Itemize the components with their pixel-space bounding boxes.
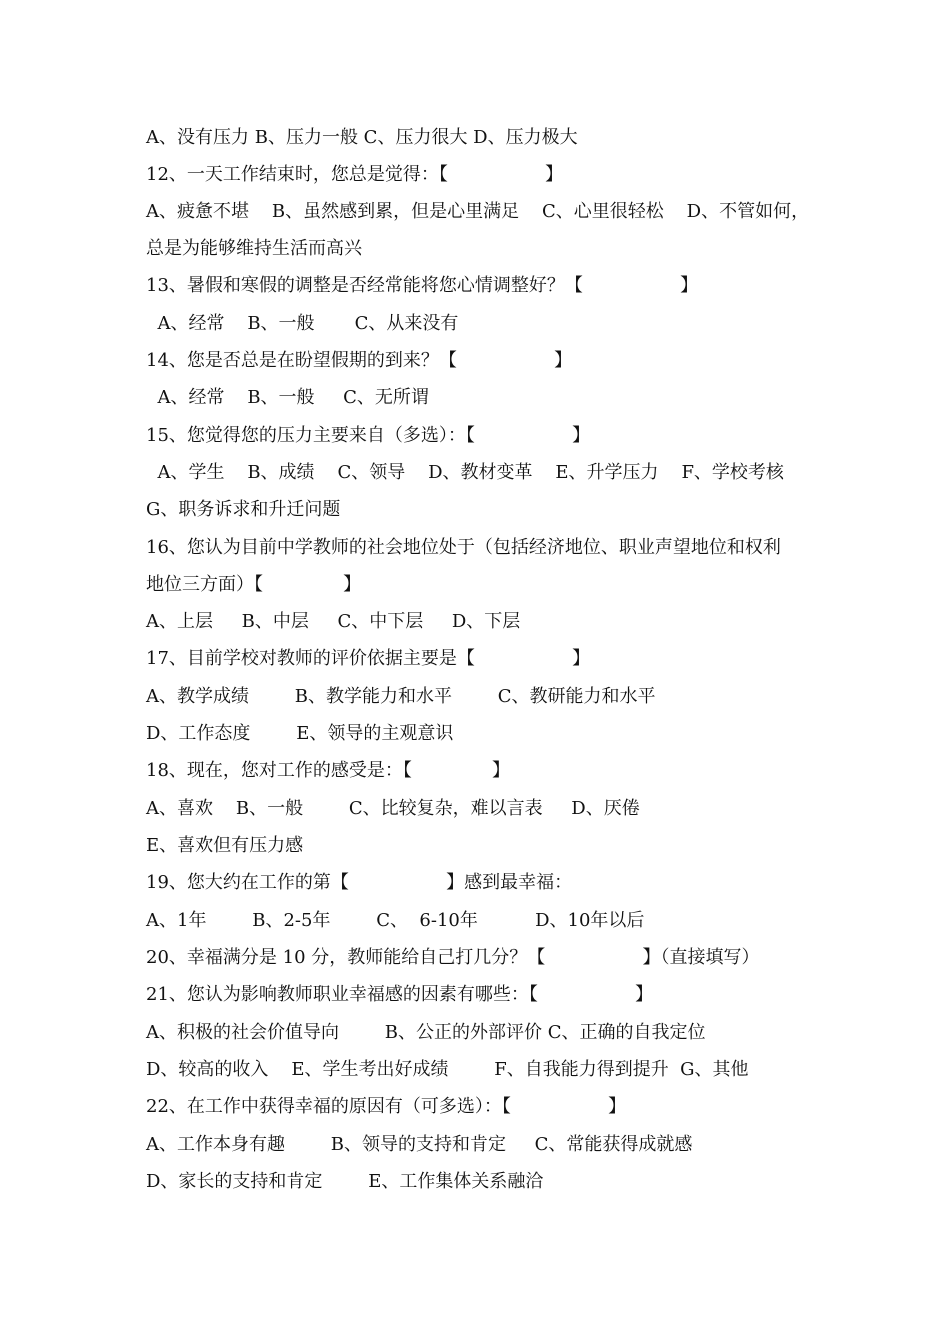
q11-options: A、没有压力 B、压力一般 C、压力很大 D、压力极大 bbox=[146, 127, 578, 148]
q15-options: A、学生 B、成绩 C、领导 D、教材变革 E、升学压力 F、学校考核 bbox=[146, 462, 784, 483]
q18-options: A、喜欢 B、一般 C、比较复杂，难以言表 D、厌倦 bbox=[146, 798, 640, 819]
q18-options-cont: E、喜欢但有压力感 bbox=[146, 835, 304, 856]
q16-question: 16、您认为目前中学教师的社会地位处于（包括经济地位、职业声望地位和权利 bbox=[146, 537, 781, 558]
q13-options: A、经常 B、一般 C、从来没有 bbox=[146, 313, 459, 334]
q15-question: 15、您觉得您的压力主要来自（多选）：【 】 bbox=[146, 425, 591, 446]
q17-options-cont: D、工作态度 E、领导的主观意识 bbox=[146, 723, 454, 744]
q15-options-cont: G、职务诉求和升迁问题 bbox=[146, 499, 341, 520]
q17-question: 17、目前学校对教师的评价依据主要是【 】 bbox=[146, 648, 591, 669]
q14-question: 14、您是否总是在盼望假期的到来？【 】 bbox=[146, 350, 573, 371]
q20-question: 20、幸福满分是 10 分，教师能给自己打几分？【 】（直接填写） bbox=[146, 947, 760, 968]
q12-question: 12、一天工作结束时，您总是觉得：【 】 bbox=[146, 164, 564, 185]
q22-question: 22、在工作中获得幸福的原因有（可多选）：【 】 bbox=[146, 1096, 627, 1117]
q19-options: A、1年 B、2-5年 C、 6-10年 D、10年以后 bbox=[146, 910, 645, 931]
q14-options: A、经常 B、一般 C、无所谓 bbox=[146, 387, 429, 408]
q21-options-cont: D、较高的收入 E、学生考出好成绩 F、自我能力得到提升 G、其他 bbox=[146, 1059, 749, 1080]
q17-options: A、教学成绩 B、教学能力和水平 C、教研能力和水平 bbox=[146, 686, 656, 707]
q16-options: A、上层 B、中层 C、中下层 D、下层 bbox=[146, 611, 521, 632]
q13-question: 13、暑假和寒假的调整是否经常能将您心情调整好？【 】 bbox=[146, 275, 699, 296]
q21-options: A、积极的社会价值导向 B、公正的外部评价 C、正确的自我定位 bbox=[146, 1022, 706, 1043]
q22-options-cont: D、家长的支持和肯定 E、工作集体关系融洽 bbox=[146, 1171, 544, 1192]
q12-options: A、疲惫不堪 B、虽然感到累，但是心里满足 C、心里很轻松 D、不管如何， bbox=[146, 201, 810, 222]
q12-options-cont: 总是为能够维持生活而高兴 bbox=[146, 238, 362, 259]
q21-question: 21、您认为影响教师职业幸福感的因素有哪些：【 】 bbox=[146, 984, 654, 1005]
q19-question: 19、您大约在工作的第【 】感到最幸福： bbox=[146, 872, 573, 893]
q18-question: 18、现在，您对工作的感受是：【 】 bbox=[146, 760, 511, 781]
q22-options: A、工作本身有趣 B、领导的支持和肯定 C、常能获得成就感 bbox=[146, 1134, 693, 1155]
q16-question-cont: 地位三方面）【 】 bbox=[146, 574, 362, 595]
